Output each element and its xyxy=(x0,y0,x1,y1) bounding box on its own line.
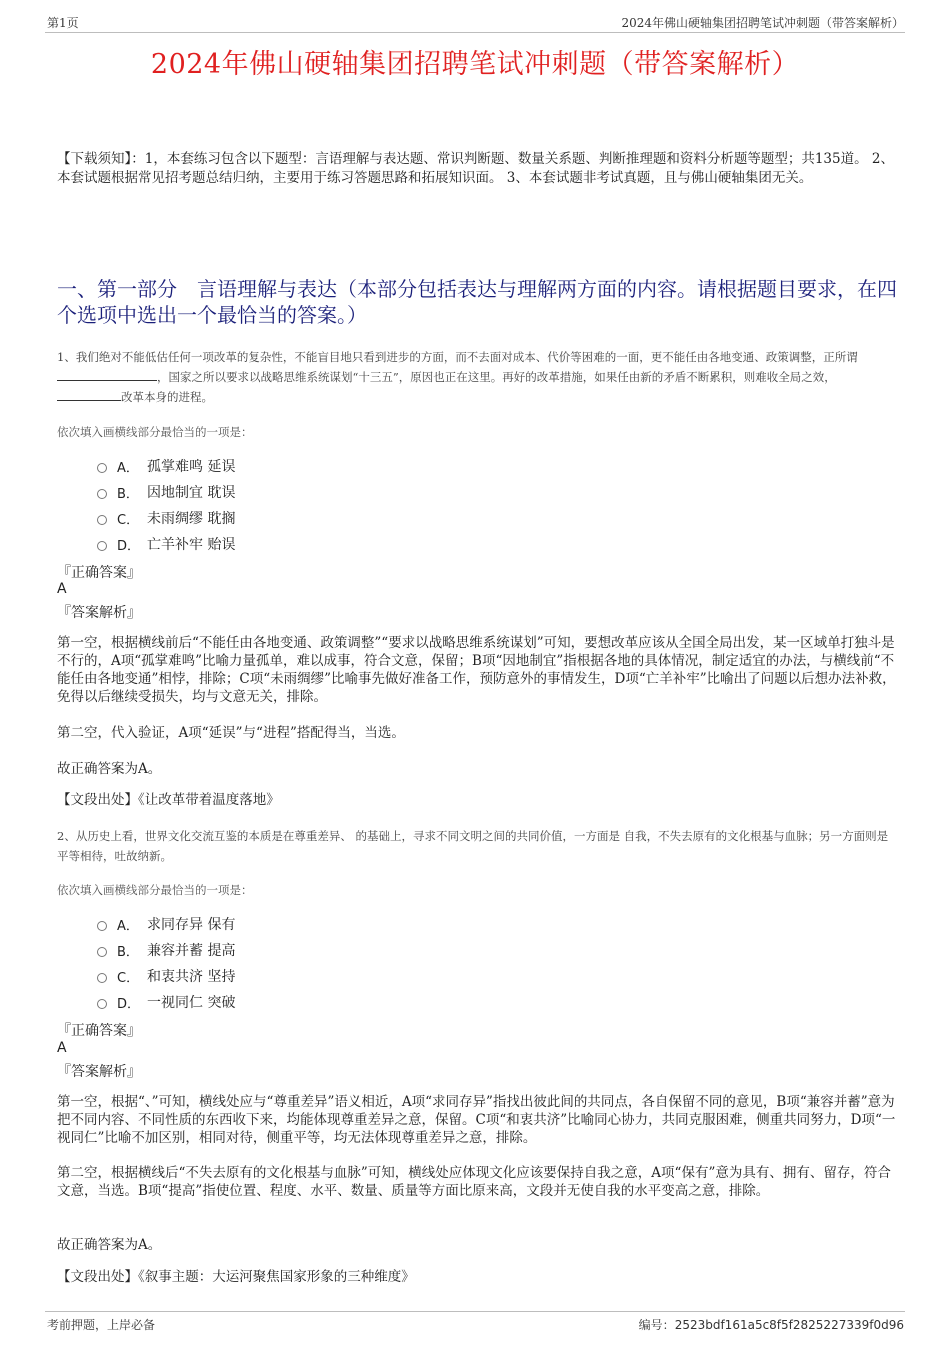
option-letter: B． xyxy=(117,486,139,502)
question-1-option-d[interactable] xyxy=(97,534,235,554)
header-divider xyxy=(45,32,905,33)
question-2-option-c[interactable] xyxy=(97,966,235,986)
question-1-option-c[interactable] xyxy=(97,508,235,528)
option-letter: C． xyxy=(117,512,140,528)
option-text: 亡羊补牢 贻误 xyxy=(147,537,236,553)
question-2-text: 2、从历史上看，世界文化交流互鉴的本质是在尊重差异、 的基础上，寻求不同文明之间的共同价值，一方面是 自我，不失去原有的文化根基与血脉；另一方面则是平等相待，吐故纳新。 xyxy=(57,829,889,863)
question-1-option-a[interactable] xyxy=(97,456,235,476)
question-1-answer: A xyxy=(57,581,67,597)
question-2-analysis-p2: 第二空，根据横线后“不失去原有的文化根基与血脉”可知，横线处应体现文化应该要保持自我之意，A项“保有”意为具有、拥有、留存，符合文意，当选。B项“提高”指使位置、程度、水平、数量、质量等方面比原来高，文段并无使自我的水平变高之意，排除。 xyxy=(57,1165,891,1199)
question-1-instruction: 依次填入画横线部分最恰当的一项是： xyxy=(57,425,253,439)
question-2-answer-label: 『正确答案』 xyxy=(57,1023,141,1039)
option-text: 孤掌难鸣 延误 xyxy=(147,459,236,475)
option-text: 因地制宜 耽误 xyxy=(147,485,236,501)
question-1-option-b[interactable] xyxy=(97,482,235,502)
footer-slogan: 考前押题，上岸必备 xyxy=(47,1318,156,1332)
question-2-option-d[interactable] xyxy=(97,992,235,1012)
blank-line xyxy=(57,368,157,381)
option-letter: D． xyxy=(117,538,141,554)
question-1-text-part-b: ，国家之所以要求以战略思维系统谋划“十三五”，原因也正在这里。再好的改革措施，如果任由新的矛盾不断累积，则难收全局之效， xyxy=(157,370,836,384)
footer-code-label: 编号： xyxy=(638,1318,675,1332)
question-1-analysis-p1: 第一空，根据横线前后“不能任由各地变通、政策调整”“要求以战略思维系统谋划”可知，要想改革应该从全国全局出发，某一区域单打独斗是不行的，A项“孤掌难鸣”比喻力量孤单，难以成事，符合文意，保留；B项“因地制宜”指根据各地的具体情况，制定适宜的办法，与横线前“不能任由各地变通”相悖，排除；C项“未雨绸缪”比喻事先做好准备工作，预防意外的事情发生，D项“亡羊补牢”比喻出了问题以后想办法补救，免得以后继续受损失，均与文意无关，排除。 xyxy=(57,635,896,705)
question-1-analysis-label: 『答案解析』 xyxy=(57,605,141,621)
radio-icon[interactable] xyxy=(97,973,107,983)
option-text: 一视同仁 突破 xyxy=(147,995,236,1011)
question-1-answer-label: 『正确答案』 xyxy=(57,565,141,581)
radio-icon[interactable] xyxy=(97,541,107,551)
option-letter: D． xyxy=(117,996,141,1012)
question-2-answer: A xyxy=(57,1040,67,1056)
radio-icon[interactable] xyxy=(97,463,107,473)
footer-code-value: 2523bdf161a5c8f5f2825227339f0d96 xyxy=(674,1318,904,1332)
page-number: 第1页 xyxy=(47,16,79,30)
radio-icon[interactable] xyxy=(97,999,107,1009)
question-2-analysis-label: 『答案解析』 xyxy=(57,1064,141,1080)
question-2-instruction: 依次填入画横线部分最恰当的一项是： xyxy=(57,883,253,897)
question-1-source: 【文段出处】《让改革带着温度落地》 xyxy=(57,792,280,808)
footer-code xyxy=(639,1316,904,1333)
question-1-analysis-p3: 故正确答案为A。 xyxy=(57,761,162,777)
running-title: 2024年佛山硬轴集团招聘笔试冲刺题（带答案解析） xyxy=(621,16,904,30)
question-2-option-a[interactable] xyxy=(97,914,235,934)
option-text: 和衷共济 坚持 xyxy=(147,969,236,985)
option-letter: A． xyxy=(117,918,139,934)
blank-line xyxy=(57,388,121,401)
footer-divider xyxy=(45,1311,905,1312)
section-heading: 一、第一部分 言语理解与表达（本部分包括表达与理解两方面的内容。请根据题目要求，在四个选项中选出一个最恰当的答案。） xyxy=(57,277,897,327)
question-2-analysis-p1: 第一空，根据“、”可知，横线处应与“尊重差异”语义相近，A项“求同存异”指找出彼此间的共同点，各自保留不同的意见，B项“兼容并蓄”意为把不同内容、不同性质的东西收下来，均能体现尊重差异之意，保留。C项“和衷共济”比喻同心协力，共同克服困难，侧重共同努力，D项“一视同仁”比喻不加区别，相同对待，侧重平等，均无法体现尊重差异之意，排除。 xyxy=(57,1094,896,1146)
question-1-text xyxy=(57,347,897,407)
question-2-analysis-p3: 故正确答案为A。 xyxy=(57,1237,162,1253)
option-text: 兼容并蓄 提高 xyxy=(147,943,236,959)
question-2-source: 【文段出处】《叙事主题：大运河聚焦国家形象的三种维度》 xyxy=(57,1269,415,1285)
radio-icon[interactable] xyxy=(97,489,107,499)
question-1-text-part-a: 1、我们绝对不能低估任何一项改革的复杂性，不能盲目地只看到进步的方面，而不去面对成本、代价等困难的一面，更不能任由各地变通、政策调整，正所谓 xyxy=(57,350,858,364)
question-1-analysis-p2: 第二空，代入验证，A项“延误”与“进程”搭配得当，当选。 xyxy=(57,725,405,741)
option-text: 未雨绸缪 耽搁 xyxy=(147,511,236,527)
document-title: 2024年佛山硬轴集团招聘笔试冲刺题（带答案解析） xyxy=(150,49,800,80)
option-letter: A． xyxy=(117,460,139,476)
download-notice: 【下载须知】：1，本套练习包含以下题型：言语理解与表达题、常识判断题、数量关系题、判断推理题和资料分析题等题型；共135道。 2、本套试题根据常见招考题总结归纳，主要用于练习答题思路和拓展知识面。 3、本套试题非考试真题，且与佛山硬轴集团无关。 xyxy=(57,151,894,186)
option-letter: C． xyxy=(117,970,140,986)
question-1-text-part-c: 改革本身的进程。 xyxy=(121,390,213,404)
radio-icon[interactable] xyxy=(97,947,107,957)
question-2-option-b[interactable] xyxy=(97,940,235,960)
option-letter: B． xyxy=(117,944,139,960)
radio-icon[interactable] xyxy=(97,921,107,931)
option-text: 求同存异 保有 xyxy=(147,917,236,933)
radio-icon[interactable] xyxy=(97,515,107,525)
